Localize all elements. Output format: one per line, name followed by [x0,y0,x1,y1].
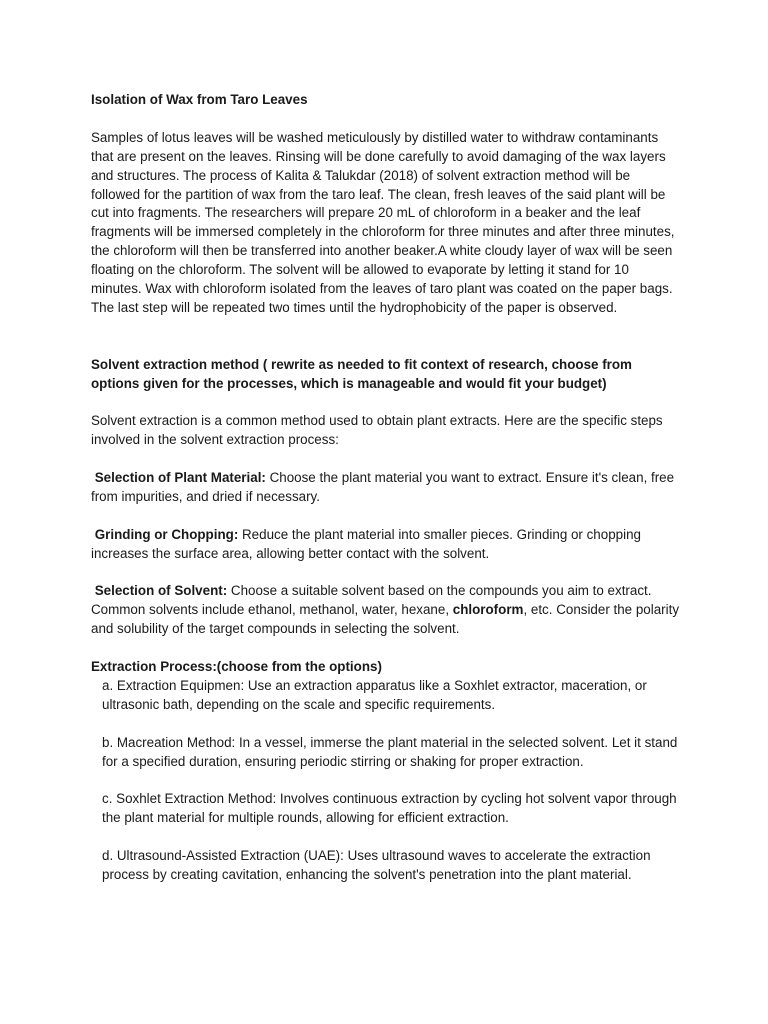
section-heading-solvent-extraction: Solvent extraction method ( rewrite as needed to fit context of research, choose from options given for the processes, which is manageable and would fit your budget) [91,356,632,391]
wax-isolation-paragraph: Samples of lotus leaves will be washed meticulously by distilled water to withdraw contaminants that are present on the leaves. Rinsing will be done carefully to avoid damaging of the wax layers and structures. The process of Kalita & Talukdar (2018) of solvent extraction method will be followed for the partition of wax from the taro leaf. The clean, fresh leaves of the said plant will be cut into fragments. The researchers will prepare 20 mL of chloroform in a beaker and the leaf fragments will be immersed completely in the chloroform for three minutes and after three minutes, the chloroform will then be transferred into another beaker.A white cloudy layer of wax will be seen floating on the chloroform. The solvent will be allowed to evaporate by letting it stand for 10 minutes. Wax with chloroform isolated from the leaves of taro plant was coated on the paper bags. The last step will be repeated two times until the hydrophobicity of the paper is observed. [91,129,675,315]
solvent-extraction-intro: Solvent extraction is a common method used to obtain plant extracts. Here are the specific steps involved in the solvent extraction process: [91,413,663,448]
spacer [91,828,681,847]
option-b-maceration: b. Macreation Method: In a vessel, immerse the plant material in the selected solvent. Let it stand for a specified duration, ensuring periodic stirring or shaking for proper extraction. [102,734,678,769]
step-solvent [91,582,681,639]
step-label: Grinding or Chopping: [94,526,239,542]
step-label: Selection of Solvent: [94,583,228,599]
option-c-soxhlet: c. Soxhlet Extraction Method: Involves continuous extraction by cycling hot solvent vapor through the plant material for multiple rounds, allowing for efficient extraction. [102,791,677,826]
spacer [91,393,681,412]
section-title-wax-isolation: Isolation of Wax from Taro Leaves [91,92,308,107]
step-text: Reduce the plant material into smaller pieces. Grinding or chopping increases the surface area, allowing better contact with the solvent. [91,526,641,561]
spacer [91,318,681,356]
step-text: Choose a suitable solvent based on the compounds you aim to extract. Common solvents include ethanol, methanol, water, hexane, [91,583,652,618]
spacer [91,715,681,734]
step-plant-material [91,469,681,507]
step-text: Choose the plant material you want to extract. Ensure it's clean, free from impurities, and dried if necessary. [91,470,675,504]
document-page [91,91,681,885]
step-grinding [91,526,681,564]
extraction-process-heading: Extraction Process:(choose from the options) [91,659,382,675]
option-a-extraction-equipment: a. Extraction Equipmen: Use an extraction apparatus like a Soxhlet extractor, maceration, or ultrasonic bath, depending on the scale and specific requirements. [102,677,647,712]
spacer [91,639,681,658]
bold-word-chloroform: chloroform [452,602,524,618]
step-text: , etc. Consider the polarity and solubility of the target compounds in selecting the solvent. [91,602,680,637]
step-label: Selection of Plant Material: [94,470,266,486]
option-d-ultrasound: d. Ultrasound-Assisted Extraction (UAE): Uses ultrasound waves to accelerate the extraction process by creating cavitation, enhancing the solvent's penetration into the plant material. [102,848,651,882]
spacer [91,772,681,791]
spacer [91,450,681,469]
spacer [91,564,681,583]
spacer [91,507,681,526]
